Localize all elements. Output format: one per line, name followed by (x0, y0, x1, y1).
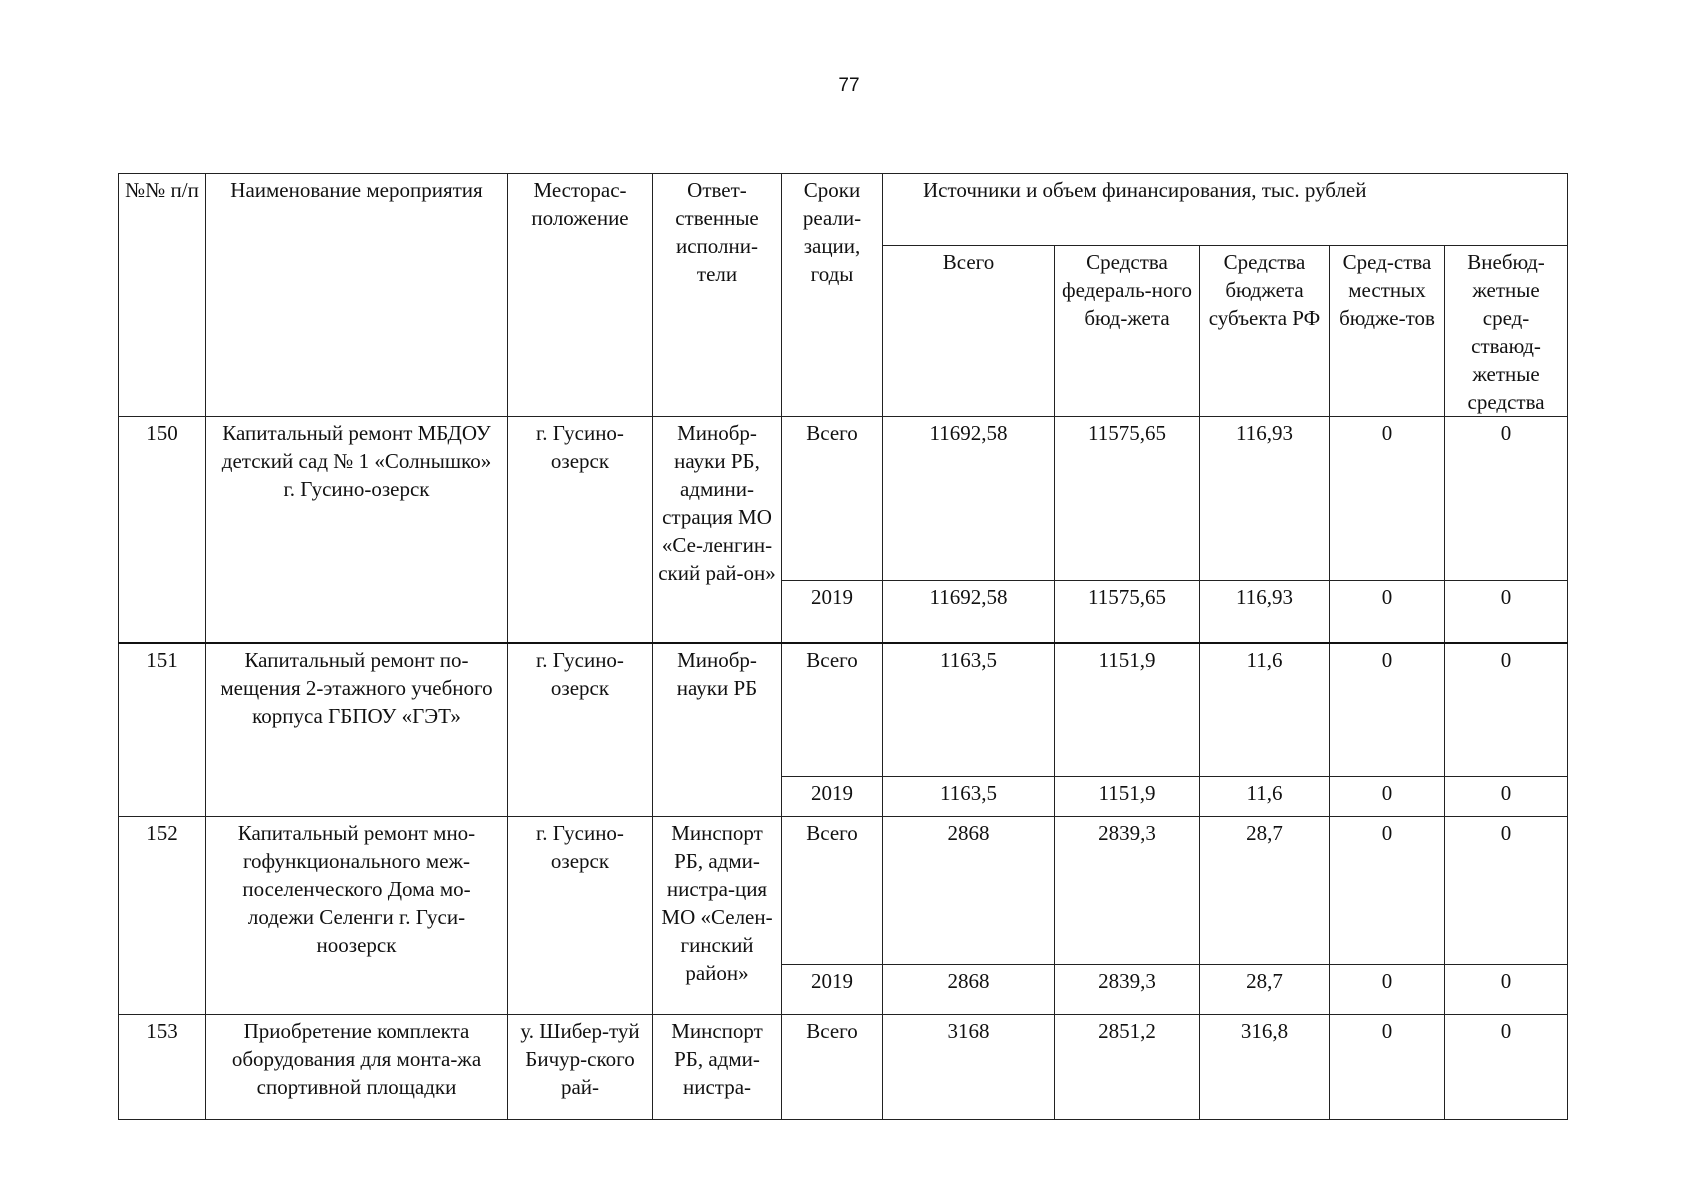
row-responsible: Минспорт РБ, адми-нистра- (653, 1015, 782, 1120)
row-local: 0 (1330, 581, 1445, 643)
page-number: 77 (838, 75, 860, 96)
header-funding: Источники и объем финансирования, тыс. рублей (883, 174, 1568, 246)
row-regional: 28,7 (1200, 817, 1330, 965)
row-federal: 2851,2 (1055, 1015, 1200, 1120)
row-total: 1163,5 (883, 643, 1055, 777)
row-extra: 0 (1445, 1015, 1568, 1120)
row-period: Всего (782, 417, 883, 581)
header-federal: Средства федераль-ного бюд-жета (1055, 246, 1200, 417)
row-federal: 1151,9 (1055, 643, 1200, 777)
row-responsible: Минобр-науки РБ (653, 643, 782, 817)
row-federal: 11575,65 (1055, 417, 1200, 581)
row-extra: 0 (1445, 965, 1568, 1015)
row-responsible: Минспорт РБ, адми-нистра-ция МО «Селен-гинский район» (653, 817, 782, 1015)
row-period: 2019 (782, 965, 883, 1015)
row-local: 0 (1330, 643, 1445, 777)
row-extra: 0 (1445, 417, 1568, 581)
row-num: 150 (119, 417, 206, 643)
row-federal: 2839,3 (1055, 965, 1200, 1015)
table-row (119, 417, 1568, 581)
header-responsible: Ответ-ственные исполни-тели (653, 174, 782, 417)
row-total: 2868 (883, 965, 1055, 1015)
table-row (119, 1015, 1568, 1120)
row-regional: 11,6 (1200, 777, 1330, 817)
row-location: г. Гусино-озерск (508, 417, 653, 643)
header-location: Месторас-положение (508, 174, 653, 417)
row-period: 2019 (782, 581, 883, 643)
row-total: 11692,58 (883, 417, 1055, 581)
table-row (119, 817, 1568, 965)
row-regional: 316,8 (1200, 1015, 1330, 1120)
row-extra: 0 (1445, 581, 1568, 643)
row-period: Всего (782, 1015, 883, 1120)
header-local: Сред-ства местных бюдже-тов (1330, 246, 1445, 417)
row-regional: 116,93 (1200, 417, 1330, 581)
row-name: Капитальный ремонт МБДОУ детский сад № 1 «Солнышко» г. Гусино-озерск (206, 417, 508, 643)
row-extra: 0 (1445, 643, 1568, 777)
row-local: 0 (1330, 777, 1445, 817)
row-num: 153 (119, 1015, 206, 1120)
row-period: Всего (782, 643, 883, 777)
row-local: 0 (1330, 1015, 1445, 1120)
row-name: Приобретение комплекта оборудования для монта-жа спортивной площадки (206, 1015, 508, 1120)
table-row (119, 643, 1568, 777)
row-total: 3168 (883, 1015, 1055, 1120)
row-period: 2019 (782, 777, 883, 817)
row-total: 11692,58 (883, 581, 1055, 643)
header-regional: Средства бюджета субъекта РФ (1200, 246, 1330, 417)
row-location: у. Шибер-туй Бичур-ского рай- (508, 1015, 653, 1120)
header-period: Сроки реали-зации, годы (782, 174, 883, 417)
header-extra: Внебюд-жетные сред-стваюд-жетные средства (1445, 246, 1568, 417)
row-extra: 0 (1445, 777, 1568, 817)
header-num: №№ п/п (119, 174, 206, 417)
row-num: 151 (119, 643, 206, 817)
row-federal: 2839,3 (1055, 817, 1200, 965)
row-local: 0 (1330, 817, 1445, 965)
header-total: Всего (883, 246, 1055, 417)
row-total: 2868 (883, 817, 1055, 965)
row-total: 1163,5 (883, 777, 1055, 817)
row-name: Капитальный ремонт по-мещения 2-этажного учебного корпуса ГБПОУ «ГЭТ» (206, 643, 508, 817)
header-name: Наименование мероприятия (206, 174, 508, 417)
row-location: г. Гусино-озерск (508, 643, 653, 817)
row-num: 152 (119, 817, 206, 1015)
row-federal: 1151,9 (1055, 777, 1200, 817)
row-regional: 28,7 (1200, 965, 1330, 1015)
row-name: Капитальный ремонт мно-гофункционального меж-поселенческого Дома мо-лодежи Селенги г. Гуси-ноозерск (206, 817, 508, 1015)
row-responsible: Минобр-науки РБ, админи-страция МО «Се-ленгин-ский рай-он» (653, 417, 782, 643)
row-local: 0 (1330, 417, 1445, 581)
row-location: г. Гусино-озерск (508, 817, 653, 1015)
row-regional: 116,93 (1200, 581, 1330, 643)
row-local: 0 (1330, 965, 1445, 1015)
row-extra: 0 (1445, 817, 1568, 965)
row-federal: 11575,65 (1055, 581, 1200, 643)
row-period: Всего (782, 817, 883, 965)
financing-table (118, 173, 1568, 1120)
row-regional: 11,6 (1200, 643, 1330, 777)
